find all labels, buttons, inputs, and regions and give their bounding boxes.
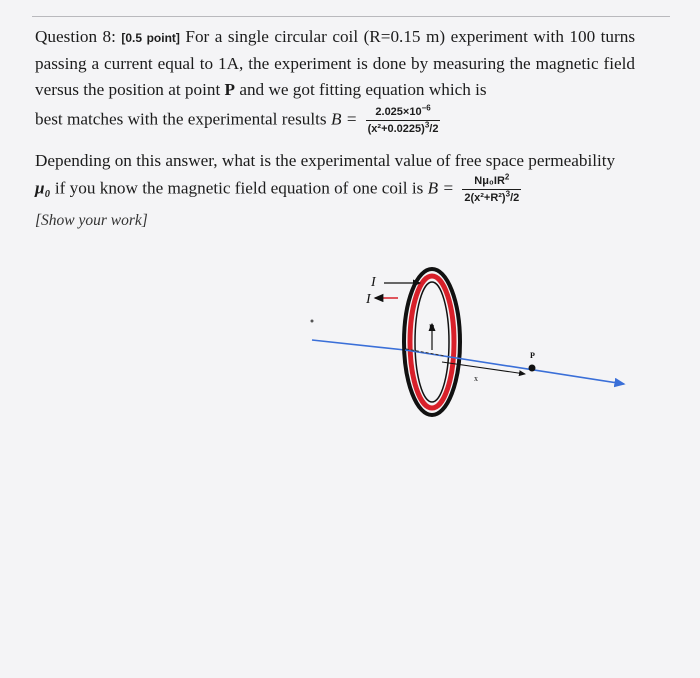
question-line1: For a single circular coil (R=0.15 m) experiment with 100 [185,27,596,46]
coil-equation-denominator: $2(x^2+R^2)^3/2$ [464,189,520,204]
coil-equation-lhs: B = [427,178,455,198]
mu-zero-symbol: μ₀ [35,178,51,198]
label-P: P [530,351,535,360]
fit-equation-denominator: $(x^2+0.0225)^3/2$ [367,120,439,135]
label-I-bottom: I [366,292,371,307]
question-line2: turns passing a current equal to 1A, the experiment is done by measuring the [35,27,636,73]
points-badge: [0.5 point] [121,31,180,45]
show-work-note: [Show your work] [35,212,148,229]
label-R: R [429,323,435,332]
fit-equation-numerator: $2.025\times 10^{-6}$ [366,105,441,121]
stray-dot [311,320,314,323]
question-line4: best matches with the experimental results [35,109,327,129]
question-number: Question 8: [35,27,116,46]
part2-line1: Depending on this answer, what is the experimental value of free space permeability [35,151,616,170]
fit-equation-lhs: B = [330,109,358,129]
point-P-dot [529,365,536,372]
axis-line-left [312,340,405,350]
question-line3b: and we got fitting equation which is [239,80,487,99]
label-I-top: I [371,275,376,290]
question-line3a: magnetic field versus the position at point [35,54,635,99]
coil-equation-numerator: $N\mu_0IR^2$ [462,174,521,190]
label-x: x [474,374,478,383]
part2-line2: if you know the magnetic field equation of one coil is [54,178,424,198]
point-P-label: P [224,80,236,99]
